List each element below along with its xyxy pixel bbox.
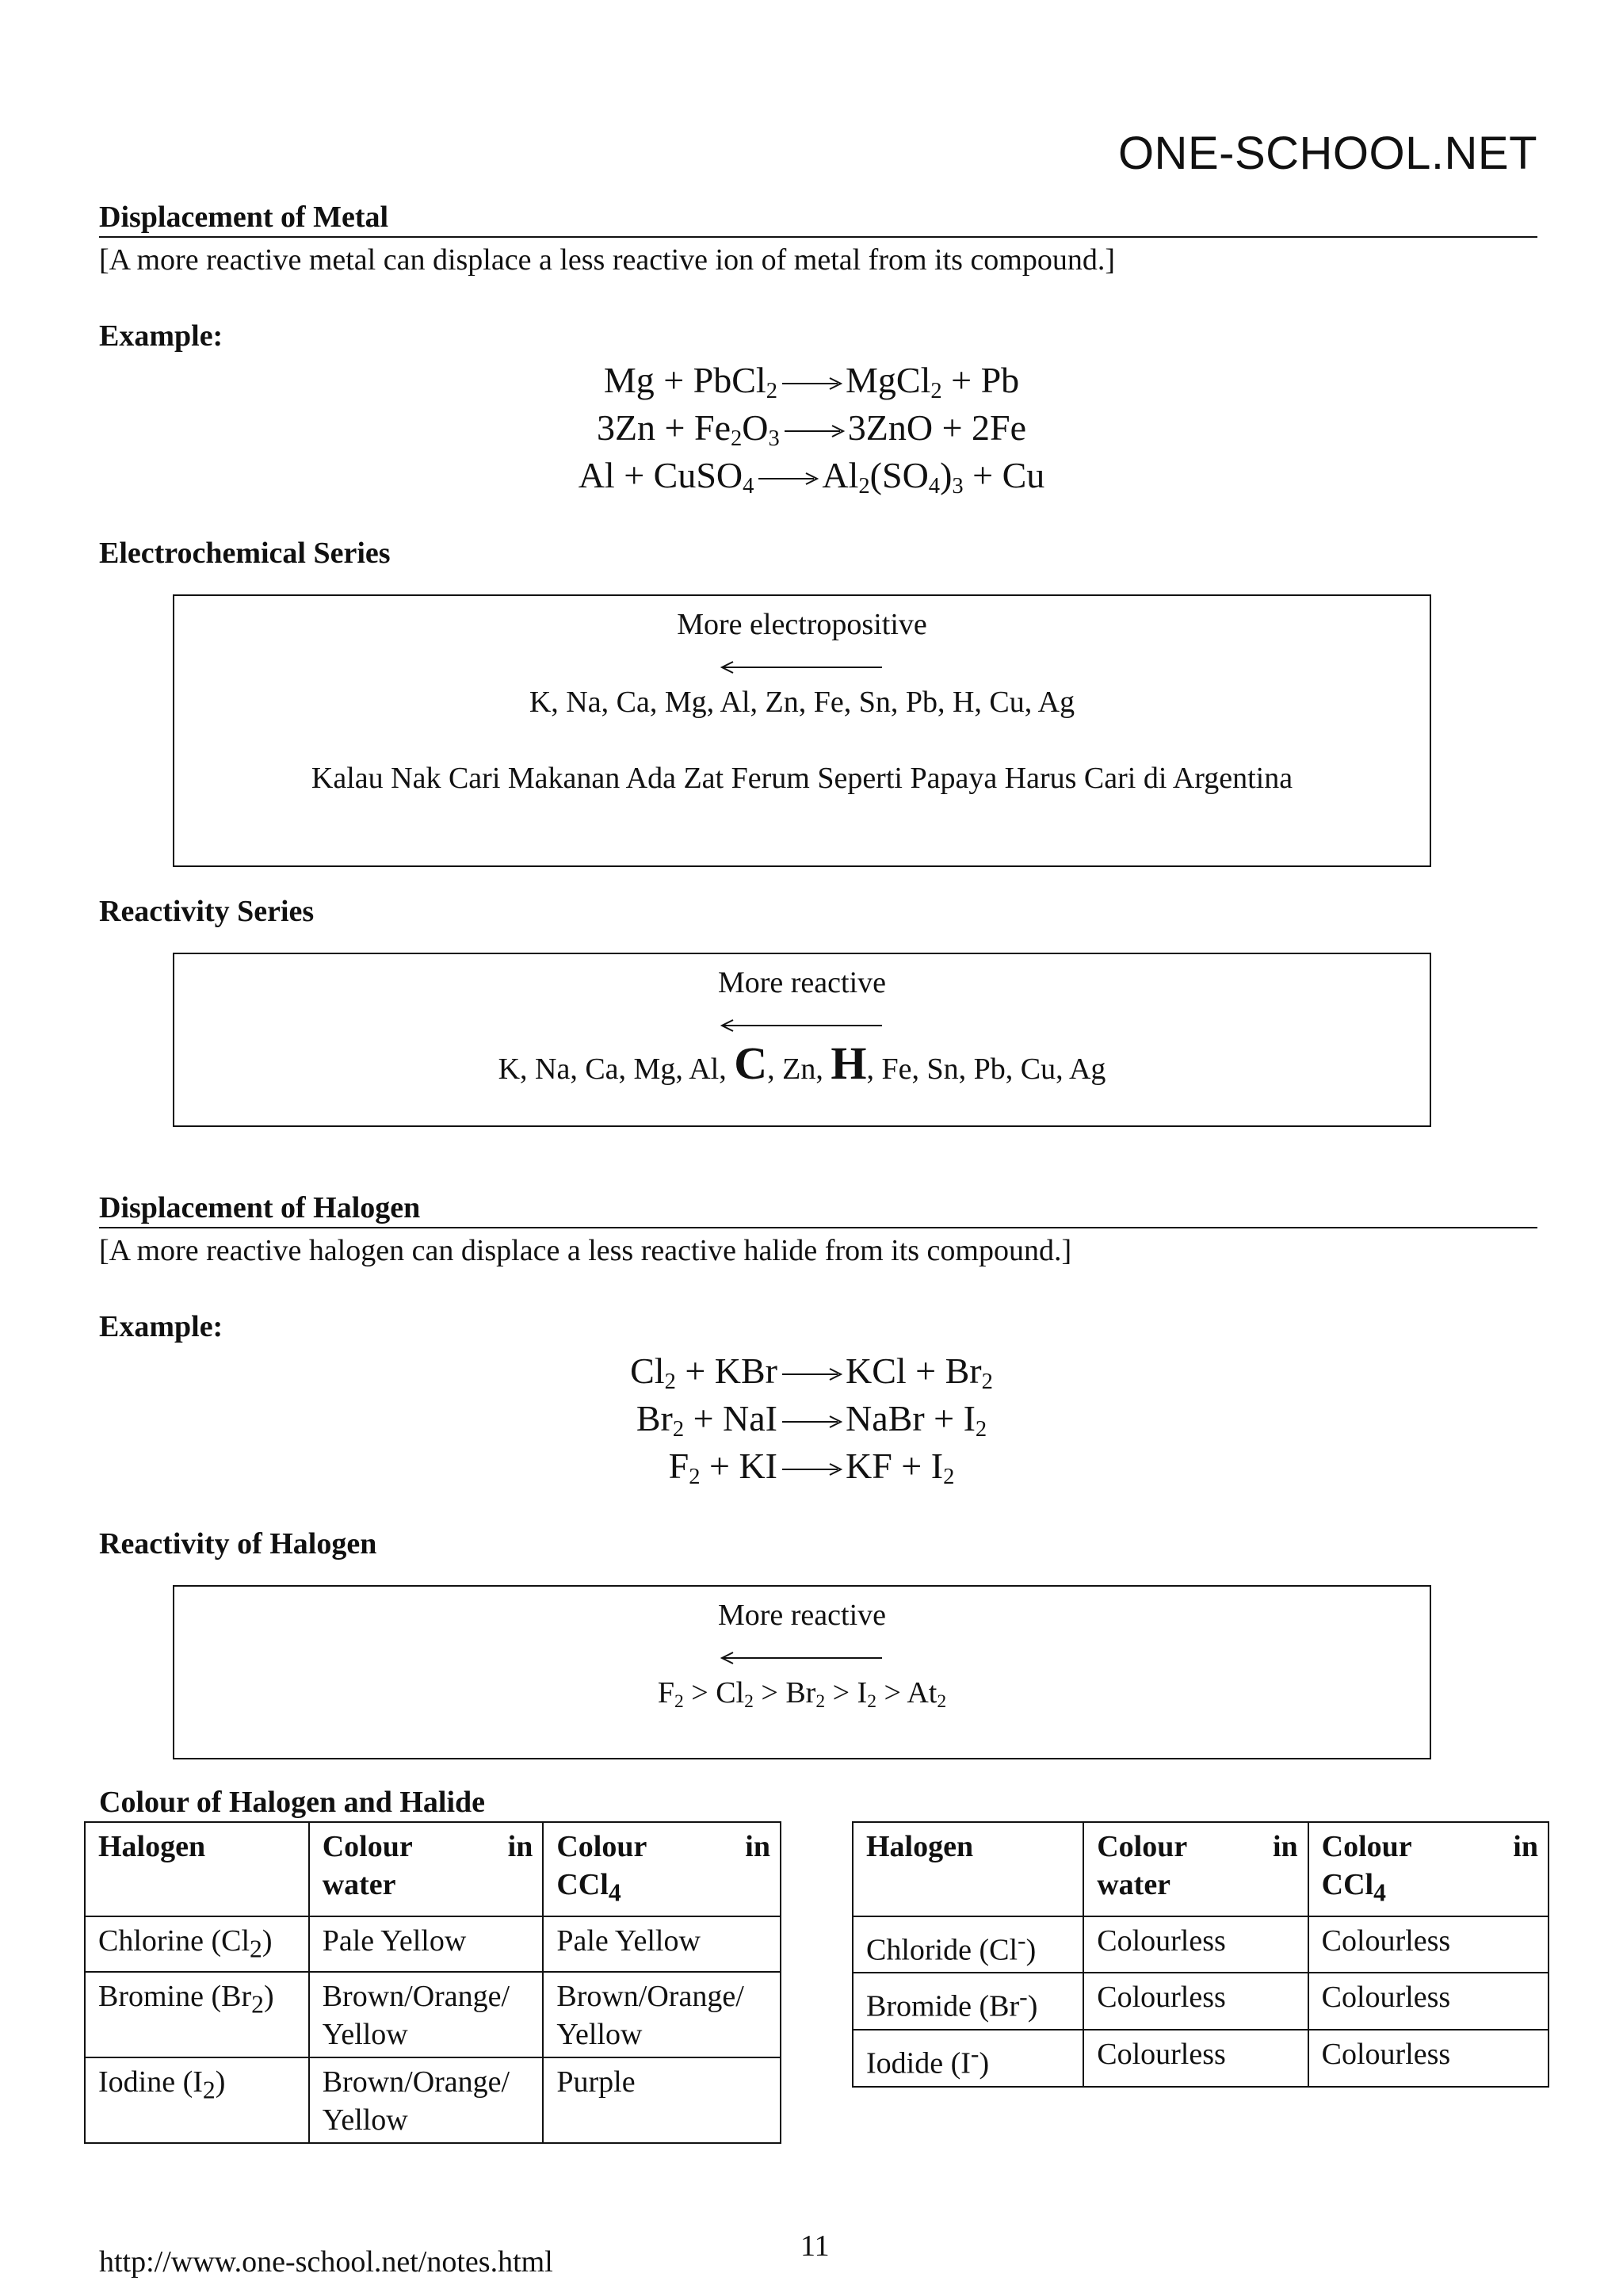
metal-displacement-note: [A more reactive metal can displace a less reactive ion of metal from its compound.] — [99, 243, 1116, 277]
section-heading-electrochemical-series: Electrochemical Series — [99, 537, 391, 570]
colour-in-water: Colourless — [1083, 1973, 1308, 2030]
section-heading-colour: Colour of Halogen and Halide — [99, 1786, 486, 1819]
equation-zn-fe2o3: $3Zn + Fe_2O_3$ 3ZnO + 2Fe — [596, 407, 1027, 452]
electrochemical-series-box — [173, 594, 1431, 867]
table-row — [85, 2057, 781, 2143]
column-header-colour-water: Colour in water — [309, 1822, 544, 1916]
reactivity-series-list: K, Na, Ca, Mg, Al, C, Zn, H, Fe, Sn, Pb, Cu, Ag — [498, 1037, 1106, 1089]
table-row — [85, 1972, 781, 2057]
halogen-reactivity-box — [173, 1585, 1431, 1759]
arrow-icon — [781, 1366, 842, 1382]
column-header-halogen: Halogen — [85, 1822, 309, 1916]
left-arrow-icon — [720, 1650, 884, 1666]
table-row — [853, 2030, 1549, 2087]
arrow-icon — [783, 423, 845, 439]
section-heading-halogen-reactivity: Reactivity of Halogen — [99, 1527, 377, 1561]
example-label: Example: — [99, 1310, 223, 1343]
site-brand: ONE-SCHOOL.NET — [1117, 128, 1537, 179]
table-row — [853, 1916, 1549, 1973]
table-header-row — [853, 1822, 1549, 1916]
direction-label: More reactive — [717, 1599, 887, 1632]
halide-name: Bromide (Br-) — [853, 1973, 1083, 2030]
column-header-colour-ccl4: Colour in CCl$_4$ — [1308, 1822, 1549, 1916]
section-heading-reactivity-series: Reactivity Series — [99, 895, 315, 928]
colour-in-water: Colourless — [1083, 2030, 1308, 2087]
column-header-colour-ccl4: Colour in CCl$_4$ — [543, 1822, 781, 1916]
page-number: 11 — [800, 2229, 830, 2263]
carbon-highlight: C — [734, 1037, 768, 1089]
colour-in-water: Brown/Orange/ Yellow — [309, 1972, 544, 2057]
halogen-name: Iodine $(I_2)$ — [85, 2057, 309, 2143]
electrochemical-series-list: K, Na, Ca, Mg, Al, Zn, Fe, Sn, Pb, H, Cu, Ag — [529, 686, 1075, 719]
colour-in-water: Brown/Orange/ Yellow — [309, 2057, 544, 2143]
halide-colour-table — [852, 1821, 1549, 2088]
halogen-reactivity-order: $F_2 > Cl_2 > Br_2 > I_2 > At_2$ — [657, 1676, 947, 1712]
halogen-name: Bromine $(Br_2)$ — [85, 1972, 309, 2057]
direction-label: More reactive — [717, 966, 887, 999]
arrow-icon — [781, 1461, 842, 1477]
equation-br2-nai: $Br_2$ + NaI NaBr + $I_2$ — [636, 1398, 987, 1442]
section-heading-halogen-displacement: Displacement of Halogen — [99, 1190, 1537, 1228]
equation-mg-pbcl2: Mg + PbCl$_2$ MgCl$_2$ + Pb — [603, 360, 1020, 404]
arrow-icon — [781, 376, 842, 392]
hydrogen-highlight: H — [831, 1037, 867, 1089]
colour-in-water: Pale Yellow — [309, 1916, 544, 1973]
colour-in-ccl4: Purple — [543, 2057, 781, 2143]
colour-in-water: Colourless — [1083, 1916, 1308, 1973]
equation-f2-ki: $F_2$ + KI KF + $I_2$ — [668, 1446, 955, 1490]
halide-name: Iodide (I-) — [853, 2030, 1083, 2087]
column-header-colour-water: Colour in water — [1083, 1822, 1308, 1916]
table-row — [85, 1916, 781, 1973]
colour-in-ccl4: Brown/Orange/ Yellow — [543, 1972, 781, 2057]
arrow-icon — [757, 471, 819, 487]
equation-al-cuso4: Al + CuSO$_4$ $Al_2(SO_4)_3 + Cu$ — [578, 455, 1045, 499]
halogen-colour-table — [84, 1821, 781, 2144]
arrow-icon — [781, 1414, 842, 1430]
halide-name: Chloride (Cl-) — [853, 1916, 1083, 1973]
column-header-halogen: Halogen — [853, 1822, 1083, 1916]
halogen-displacement-note: [A more reactive halogen can displace a less reactive halide from its compound.] — [99, 1234, 1072, 1267]
left-arrow-icon — [720, 659, 884, 675]
halogen-name: Chlorine $(Cl_2)$ — [85, 1916, 309, 1973]
footer-url: http://www.one-school.net/notes.html — [99, 2245, 553, 2279]
table-header-row — [85, 1822, 781, 1916]
table-row — [853, 1973, 1549, 2030]
reactivity-series-box — [173, 953, 1431, 1127]
direction-label: More electropositive — [677, 608, 927, 641]
left-arrow-icon — [720, 1018, 884, 1033]
section-heading-metal-displacement: Displacement of Metal — [99, 200, 1537, 238]
equation-cl2-kbr: $Cl_2$ + KBr KCl + $Br_2$ — [630, 1350, 993, 1395]
mnemonic-text: Kalau Nak Cari Makanan Ada Zat Ferum Seperti Papaya Harus Cari di Argentina — [311, 762, 1293, 795]
colour-in-ccl4: Colourless — [1308, 1973, 1549, 2030]
colour-in-ccl4: Pale Yellow — [543, 1916, 781, 1973]
colour-in-ccl4: Colourless — [1308, 1916, 1549, 1973]
colour-in-ccl4: Colourless — [1308, 2030, 1549, 2087]
example-label: Example: — [99, 319, 223, 353]
